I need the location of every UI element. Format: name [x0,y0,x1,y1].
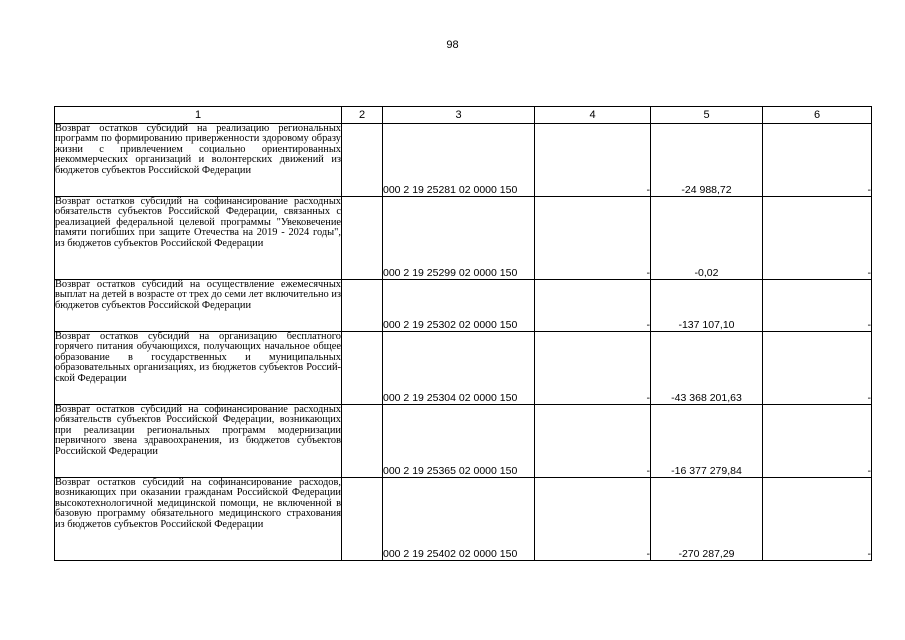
row-col2 [342,124,383,197]
row-amount: -16 377 279,84 [651,405,763,478]
row-description: Возврат остатков субсидий на софинансирование расходных обязательств субъектов Российской Федерации, возникающих при реализации региональных программ модернизации первичного звена здравоохранения, из бюджетов субъектов Российской Федерации [55,405,342,478]
row-description: Возврат остатков субсидий на софинансирование расходов, возникающих при оказании гражданам Российской Федерации высокотехнологичной медицинской помощи, не включенной в базовую программу обязательного медицинского страхования из бюджетов субъектов Российской Федерации [55,478,342,561]
row-col4: - [535,197,651,280]
row-budget-code: 000 2 19 25402 02 0000 150 [383,478,535,561]
column-header-4: 4 [535,107,651,124]
row-col4: - [535,478,651,561]
table-header-row [55,107,872,124]
row-col6: - [763,124,872,197]
table-row [55,197,872,280]
row-col6: - [763,332,872,405]
row-amount: -0,02 [651,197,763,280]
row-col4: - [535,280,651,332]
row-description: Возврат остатков субсидий на реализацию региональных программ по формированию приверженности здоровому образу жизни с привлечением социально ориентированных некоммерческих организаций и волонтерских движений из бюджетов субъектов Российской Федерации [55,124,342,197]
table-row [55,478,872,561]
row-budget-code: 000 2 19 25304 02 0000 150 [383,332,535,405]
row-description: Возврат остатков субсидий на осуществление ежемесячных выплат на детей в возрасте от трех до семи лет включительно из бюджетов субъектов Российской Федерации [55,280,342,332]
column-header-3: 3 [383,107,535,124]
row-budget-code: 000 2 19 25281 02 0000 150 [383,124,535,197]
row-amount: -270 287,29 [651,478,763,561]
row-budget-code: 000 2 19 25365 02 0000 150 [383,405,535,478]
column-header-6: 6 [763,107,872,124]
table-row [55,405,872,478]
table-row [55,280,872,332]
table-row [55,332,872,405]
row-budget-code: 000 2 19 25302 02 0000 150 [383,280,535,332]
row-col6: - [763,280,872,332]
row-col2 [342,280,383,332]
row-col6: - [763,405,872,478]
table-row [55,124,872,197]
page-number: 98 [446,39,459,51]
row-amount: -24 988,72 [651,124,763,197]
row-col2 [342,332,383,405]
row-col2 [342,478,383,561]
row-description: Возврат остатков субсидий на организацию бесплатного горячего питания обучающихся, получающих начальное общее образование в государственных и муниципальных образовательных организациях, из бюджетов субъектов Российской Федерации [55,332,342,405]
row-col6: - [763,197,872,280]
column-header-2: 2 [342,107,383,124]
row-col4: - [535,124,651,197]
row-col4: - [535,332,651,405]
column-header-5: 5 [651,107,763,124]
row-budget-code: 000 2 19 25299 02 0000 150 [383,197,535,280]
row-col2 [342,197,383,280]
row-col2 [342,405,383,478]
budget-table [54,106,872,561]
row-col6: - [763,478,872,561]
row-amount: -137 107,10 [651,280,763,332]
row-col4: - [535,405,651,478]
row-amount: -43 368 201,63 [651,332,763,405]
row-description: Возврат остатков субсидий на софинансирование расходных обязательств субъектов Российской Федерации, связанных с реализацией федеральной целевой программы "Увековечение памяти погибших при защите Отечества на 2019 - 2024 годы", из бюджетов субъектов Российской Федерации [55,197,342,280]
column-header-1: 1 [55,107,342,124]
